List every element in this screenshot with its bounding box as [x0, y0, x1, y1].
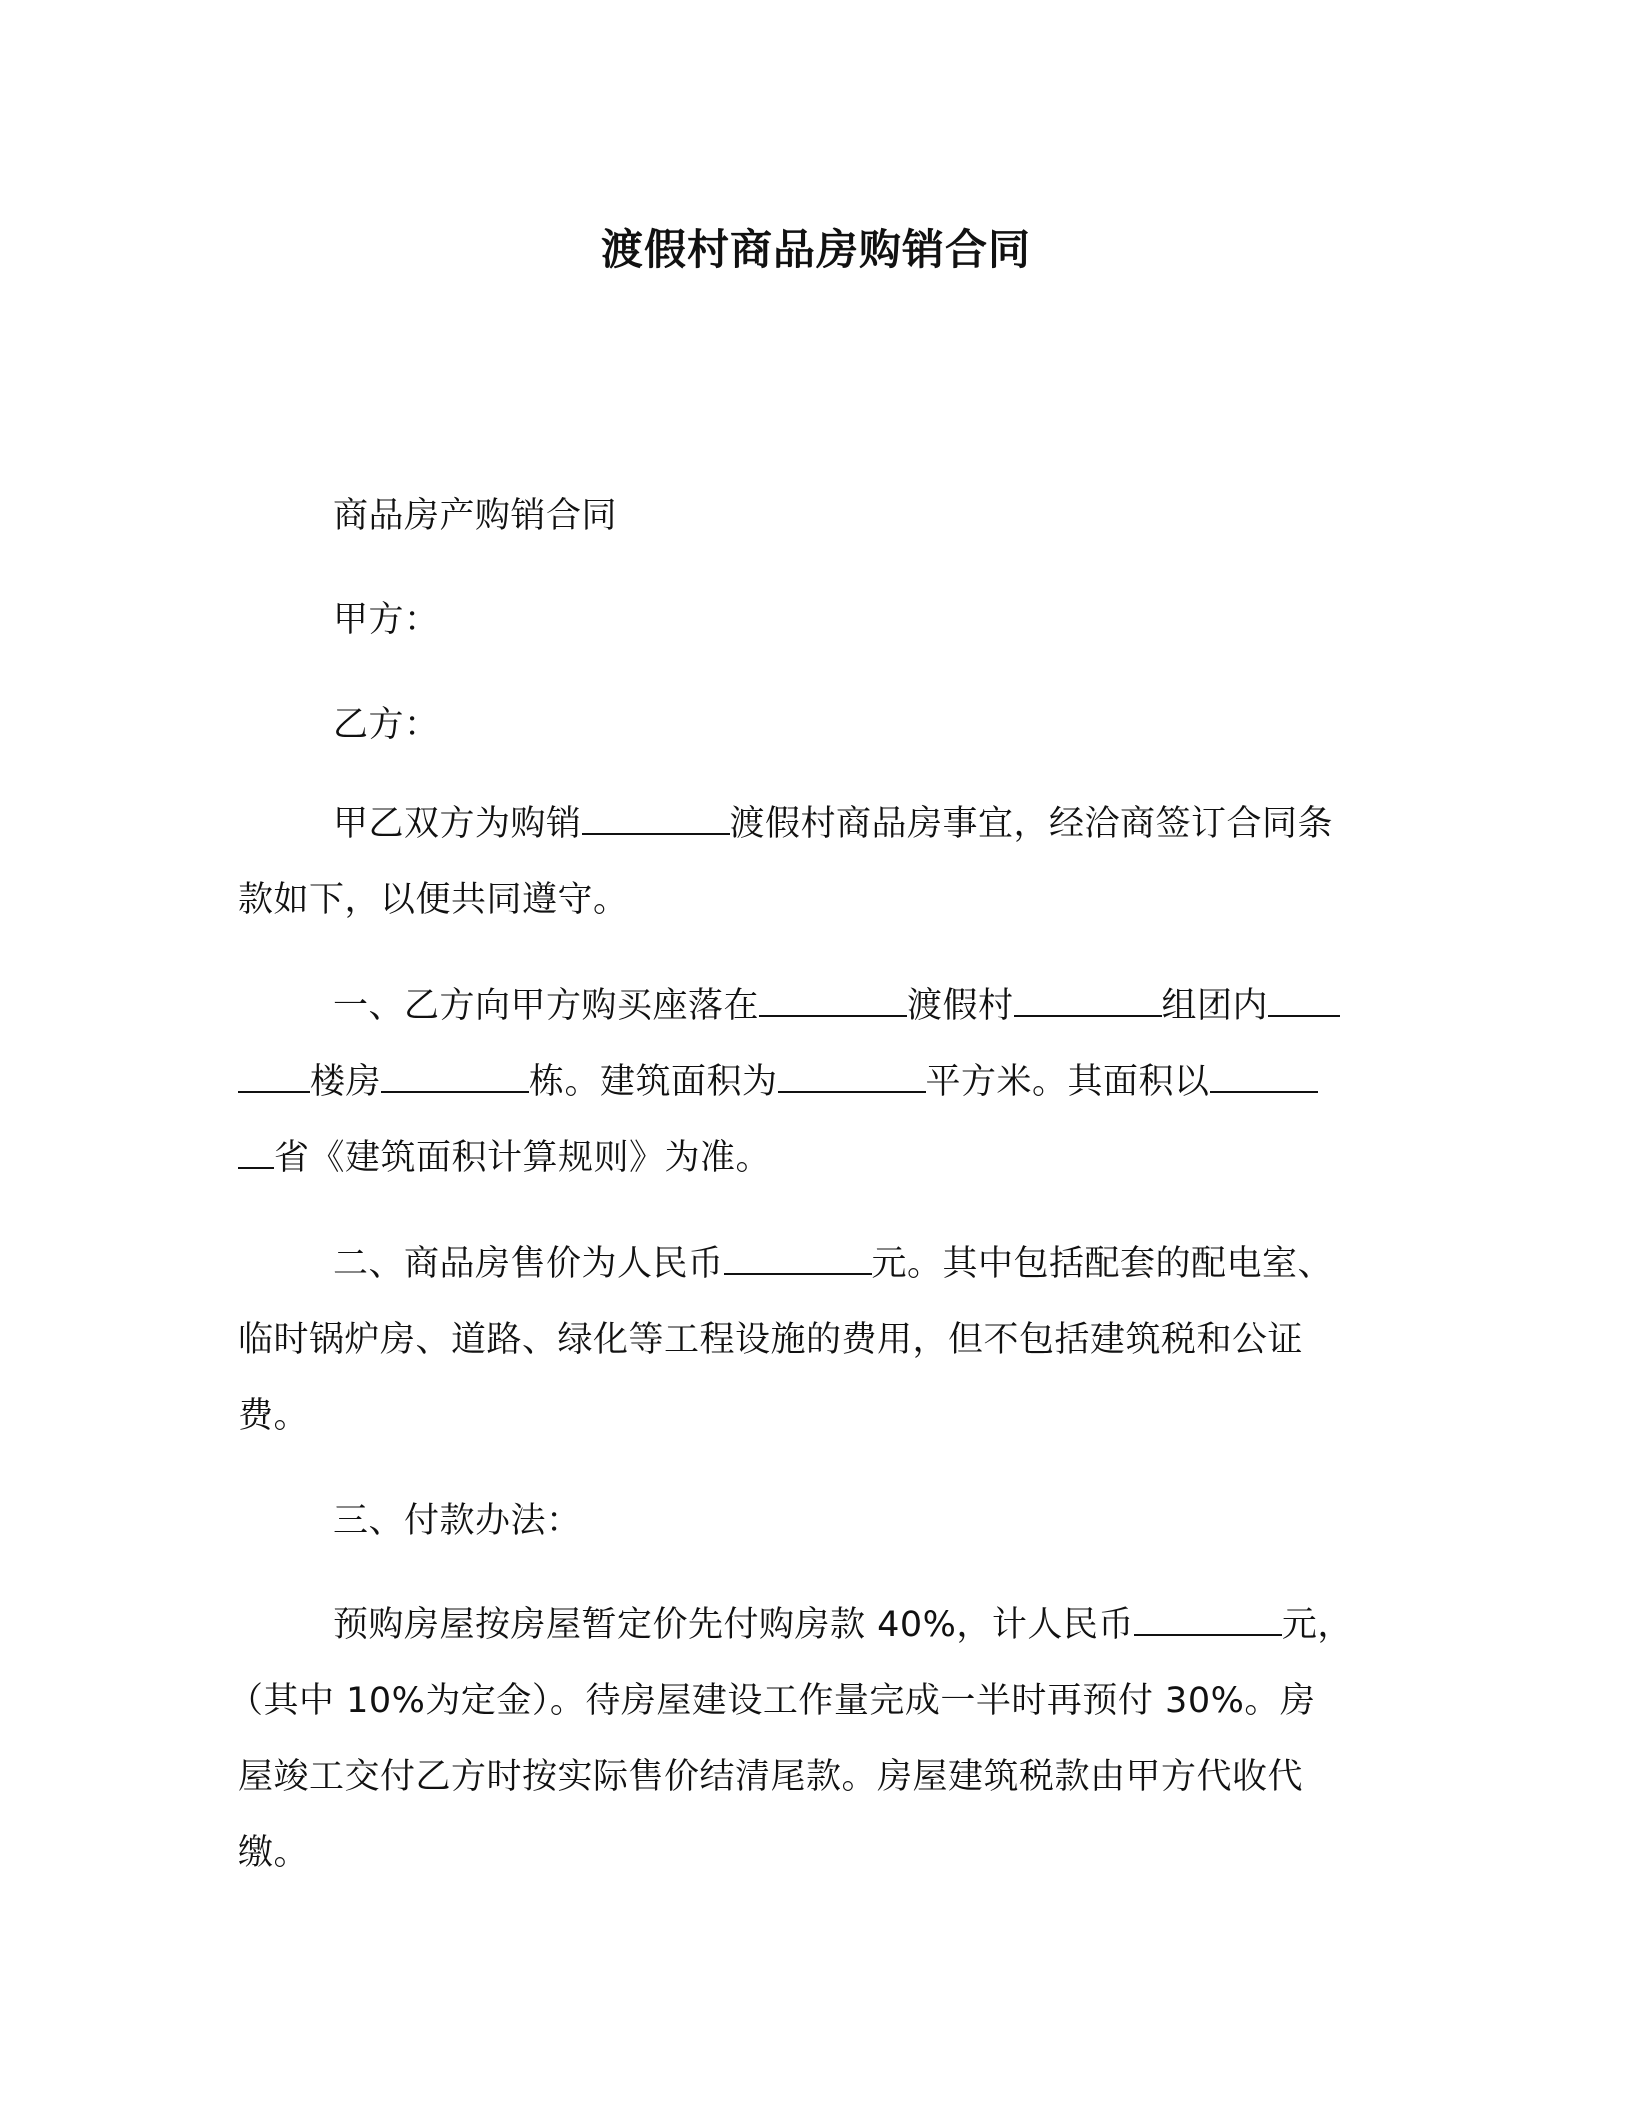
clause1-text-2c: 平方米。其面积以 [925, 1062, 1210, 1102]
village-blank [1014, 983, 1162, 1017]
intro-line-2: 款如下，以便共同遵守。 [238, 880, 629, 920]
clause1-text-2b: 栋。建筑面积为 [529, 1062, 778, 1102]
clause1-text-1a: 一、乙方向甲方购买座落在 [333, 986, 760, 1026]
document-title: 渡假村商品房购销合同 [600, 225, 1031, 274]
clause3-text-1a: 预购房屋按房屋暂定价先付购房款 40%，计人民币 [333, 1605, 1134, 1645]
group-blank-end [238, 1059, 310, 1093]
clause3-text-1b: 元， [1281, 1605, 1353, 1645]
price-blank [724, 1241, 872, 1275]
province-blank-start [1210, 1059, 1318, 1093]
clause1-line-3 [238, 1134, 771, 1182]
contract-subtitle: 商品房产购销合同 [333, 496, 618, 536]
clause2-line-3: 费。 [238, 1396, 310, 1436]
intro-text-1a: 甲乙双方为购销 [333, 804, 582, 844]
payment-blank [1134, 1602, 1282, 1636]
clause2-line-2: 临时锅炉房、道路、绿化等工程设施的费用，但不包括建筑税和公证 [238, 1320, 1304, 1360]
village-name-blank [582, 801, 730, 835]
building-blank [381, 1059, 529, 1093]
clause1-text-3: 省《建筑面积计算规则》为准。 [274, 1138, 772, 1178]
intro-line-1 [333, 800, 1333, 848]
clause2-text-1a: 二、商品房售价为人民币 [333, 1244, 724, 1284]
clause3-line-4: 缴。 [238, 1833, 310, 1873]
clause3-line-3: 屋竣工交付乙方时按实际售价结清尾款。房屋建筑税款由甲方代收代 [238, 1757, 1304, 1797]
clause2-text-1b: 元。其中包括配套的配电室、 [871, 1244, 1334, 1284]
province-blank-end [238, 1135, 274, 1169]
location-blank [759, 983, 907, 1017]
clause2-line-1 [333, 1240, 1333, 1288]
clause3-line-2: （其中 10%为定金）。待房屋建设工作量完成一半时再预付 30%。房 [228, 1681, 1316, 1721]
clause3-line-1 [333, 1601, 1353, 1649]
group-blank-start [1268, 983, 1340, 1017]
clause1-text-1c: 组团内 [1161, 986, 1269, 1026]
clause1-text-2a: 楼房 [310, 1062, 382, 1102]
intro-text-1b: 渡假村商品房事宜，经洽商签订合同条 [729, 804, 1334, 844]
area-blank [778, 1059, 926, 1093]
party-b-label: 乙方： [333, 705, 440, 745]
clause3-heading: 三、付款办法： [333, 1501, 582, 1541]
clause1-text-1b: 渡假村 [907, 986, 1014, 1026]
party-a-label: 甲方： [333, 600, 440, 640]
clause1-line-2 [238, 1058, 1318, 1106]
clause1-line-1 [333, 982, 1340, 1030]
